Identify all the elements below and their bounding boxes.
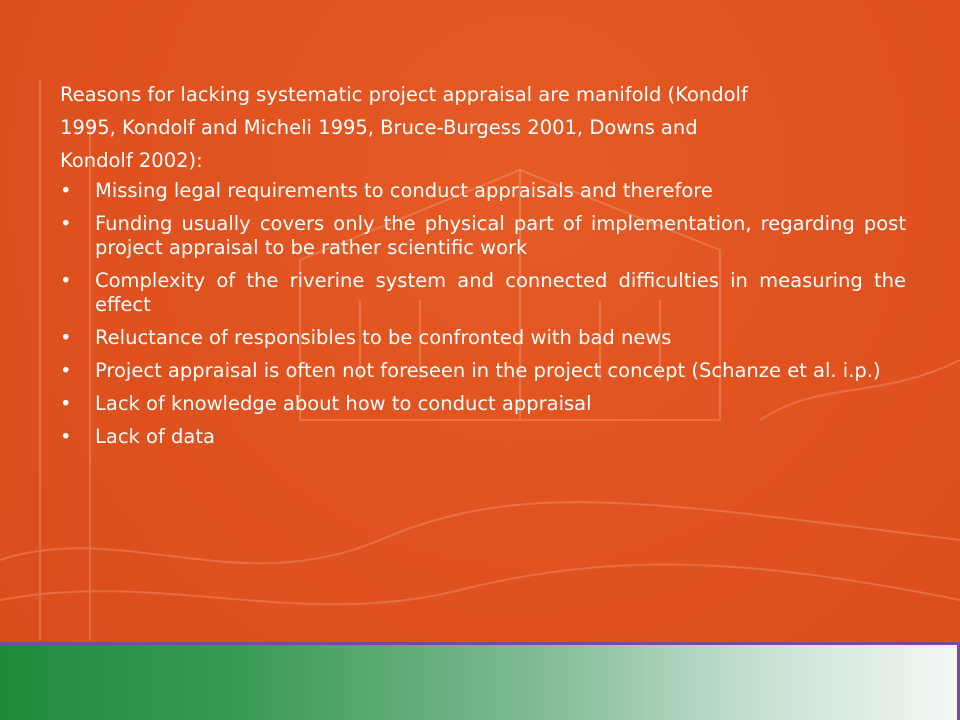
- bullet-text: Lack of knowledge about how to conduct appraisal: [95, 392, 592, 415]
- bullet-item: [60, 326, 906, 350]
- bullet-item: [60, 269, 906, 317]
- intro-line: Reasons for lacking systematic project appraisal are manifold (Kondolf: [60, 83, 748, 106]
- bullet-icon: •: [60, 392, 72, 415]
- bullet-item: [60, 179, 906, 203]
- bullet-text: Complexity of the riverine system and connected difficulties in measuring the effect: [95, 269, 906, 316]
- bullet-item: [60, 425, 906, 449]
- intro-line: Kondolf 2002):: [60, 149, 203, 172]
- bullet-text: Funding usually covers only the physical part of implementation, regarding post project appraisal to be rather scientific work: [95, 212, 906, 259]
- bullet-icon: •: [60, 359, 72, 382]
- intro-line: 1995, Kondolf and Micheli 1995, Bruce-Burgess 2001, Downs and: [60, 116, 698, 139]
- bullet-item: [60, 359, 906, 383]
- bullet-icon: •: [60, 179, 72, 202]
- footer-gradient-band: [0, 645, 960, 720]
- bullet-text: Reluctance of responsibles to be confronted with bad news: [95, 326, 672, 349]
- bullet-text: Lack of data: [95, 425, 215, 448]
- intro-paragraph: [60, 78, 906, 177]
- bullet-item: [60, 392, 906, 416]
- bullet-icon: •: [60, 425, 72, 448]
- bullet-icon: •: [60, 212, 72, 235]
- bullet-text: Missing legal requirements to conduct appraisals and therefore: [95, 179, 713, 202]
- bullet-item: [60, 212, 906, 260]
- bullet-list: [60, 179, 906, 449]
- slide-body: [60, 78, 906, 458]
- bullet-icon: •: [60, 269, 72, 292]
- bullet-text: Project appraisal is often not foreseen in the project concept (Schanze et al. i.p.): [95, 359, 881, 382]
- bullet-icon: •: [60, 326, 72, 349]
